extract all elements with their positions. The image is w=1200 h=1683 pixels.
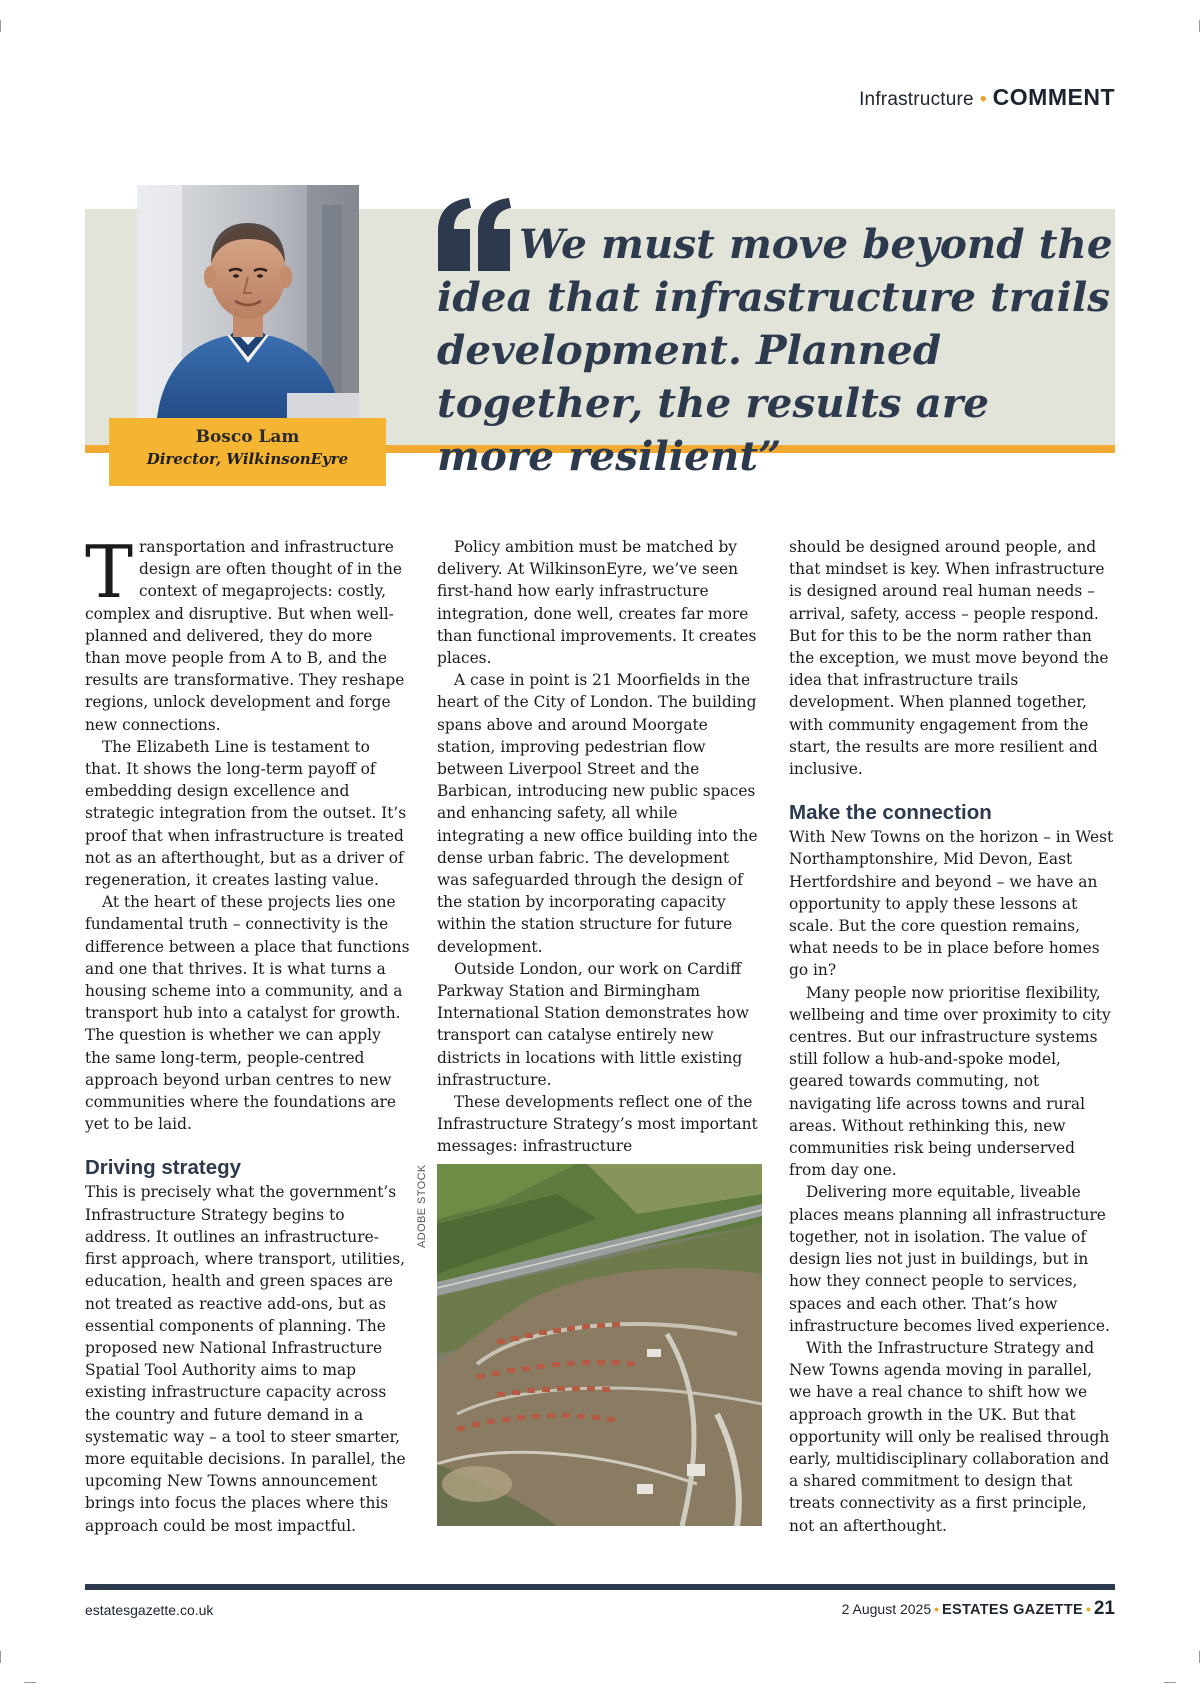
section-label — [859, 84, 1115, 111]
article-column-1 — [85, 530, 410, 1537]
section-category: COMMENT — [992, 84, 1115, 110]
paragraph — [85, 530, 410, 736]
paragraph: With the Infrastructure Strategy and New Towns agenda moving in parallel, we have a real chance to shift how we approach growth in the UK. But that opportunity will only be realised through early, multidisciplinary collaboration and a shared commitment to design that treats connectivity as a first principle, not an afterthought. — [789, 1338, 1110, 1535]
paragraph: Many people now prioritise flexibility, wellbeing and time over proximity to city centres. But our infrastructure systems still follow a hub-and-spoke model, geared towards commuting, not navigating life across towns and rural areas. Without rethinking this, new communities risk being underserved from day one. — [789, 983, 1111, 1180]
pull-quote — [437, 218, 1117, 483]
crop-mark-top-left — [0, 20, 1, 32]
paragraph-text: ransportation and infrastructure design are often thought of in the context of megaprojects: costly, complex and disruptive. But when well-planned and delivered, they do more than move people from A to B, and the results are transformative. They reshape regions, unlock development and forge new connections. — [85, 538, 405, 734]
author-role: Director, WilkinsonEyre — [146, 450, 349, 468]
paragraph: A case in point is 21 Moorfields in the heart of the City of London. The building spans above and around Moorgate station, improving pedestrian flow between Liverpool Street and the Barbican, introducing new public spaces and enhancing safety, all while integrating a new office building into the dense urban fabric. The development was safeguarded through the design of the station by incorporating capacity within the station structure for future development. — [437, 671, 758, 956]
aerial-photo — [437, 1164, 762, 1526]
aerial-photo-illustration — [437, 1164, 762, 1526]
footer-separator-2: • — [1085, 1601, 1091, 1617]
footer-publication: ESTATES GAZETTE — [942, 1602, 1083, 1618]
photo-credit-text: ADOBE STOCK — [416, 1164, 428, 1248]
paragraph: The Elizabeth Line is testament to that. It shows the long-term payoff of embedding design excellence and strategic integration from the outset. It’s proof that when infrastructure is treated not as an afterthought, but as a driver of regeneration, it creates lasting value. — [85, 737, 407, 890]
paragraph: These developments reflect one of the Infrastructure Strategy’s most important messages: infrastructure — [437, 1093, 758, 1156]
article-column-3 — [789, 536, 1114, 1537]
pull-quote-text: We must move beyond the idea that infrastructure trails development. Planned together, the results are more resilient” — [437, 220, 1113, 480]
paragraph: Policy ambition must be matched by delivery. At WilkinsonEyre, we’ve seen first-hand how early infrastructure integration, done well, creates far more than functional improvements. It creates places. — [437, 538, 757, 668]
paragraph: Delivering more equitable, liveable places means planning all infrastructure together, not in isolation. The value of design lies not just in buildings, but in how they connect people to services, spaces and each other. That’s how infrastructure becomes lived experience. — [789, 1183, 1110, 1335]
footer-separator-1: • — [934, 1601, 940, 1617]
footer-info — [842, 1598, 1115, 1620]
author-portrait — [137, 185, 359, 418]
footer-website: estatesgazette.co.uk — [85, 1602, 214, 1618]
portrait-illustration — [137, 185, 359, 418]
photo-credit — [414, 1160, 434, 1248]
paragraph: At the heart of these projects lies one fundamental truth – connectivity is the difference between a place that functions and one that thrives. It is what turns a housing scheme into a community, and a transport hub into a catalyst for growth. The question is whether we can apply the same long-term, people-centred approach beyond urban centres to new communities where the foundations are yet to be laid. — [85, 893, 410, 1134]
crop-mark-bottom-left — [0, 1651, 1, 1663]
section-separator: • — [979, 89, 987, 110]
author-name-box — [109, 418, 386, 486]
paragraph: This is precisely what the government’s Infrastructure Strategy begins to address. It outlines an infrastructure-first approach, where transport, utilities, education, health and green spaces are not treated as reactive add-ons, but as essential components of planning. The proposed new National Infrastructure Spatial Tool Authority aims to map existing infrastructure capacity across the country and future demand in a systematic way – a tool to steer smarter, more equitable decisions. In parallel, the upcoming New Towns announcement brings into focus the places where this approach could be most impactful. — [85, 1183, 406, 1535]
author-name: Bosco Lam — [195, 427, 300, 447]
footer-rule — [85, 1584, 1115, 1590]
drop-cap: T — [85, 530, 134, 614]
footer-date: 2 August 2025 — [841, 1601, 932, 1617]
page-number: 21 — [1093, 1598, 1115, 1619]
paragraph: should be designed around people, and that mindset is key. When infrastructure is designed around real human needs – arrival, safety, access – people respond. But for this to be the norm rather than the exception, we must move beyond the idea that infrastructure trails development. When planned together, with community engagement from the start, the results are more resilient and inclusive. — [789, 538, 1109, 779]
paragraph: With New Towns on the horizon – in West Northamptonshire, Mid Devon, East Hertfordshire and beyond – we have an opportunity to apply these lessons at scale. But the core question remains, what needs to be in place before homes go in? — [789, 828, 1114, 980]
section-name: Infrastructure — [859, 89, 974, 110]
subheading-driving-strategy: Driving strategy — [85, 1156, 242, 1180]
subheading-make-the-connection: Make the connection — [789, 801, 992, 825]
article-column-2 — [437, 536, 762, 1158]
paragraph: Outside London, our work on Cardiff Parkway Station and Birmingham International Station demonstrates how transport can catalyse entirely new districts in locations with little existing infrastructure. — [437, 959, 749, 1089]
